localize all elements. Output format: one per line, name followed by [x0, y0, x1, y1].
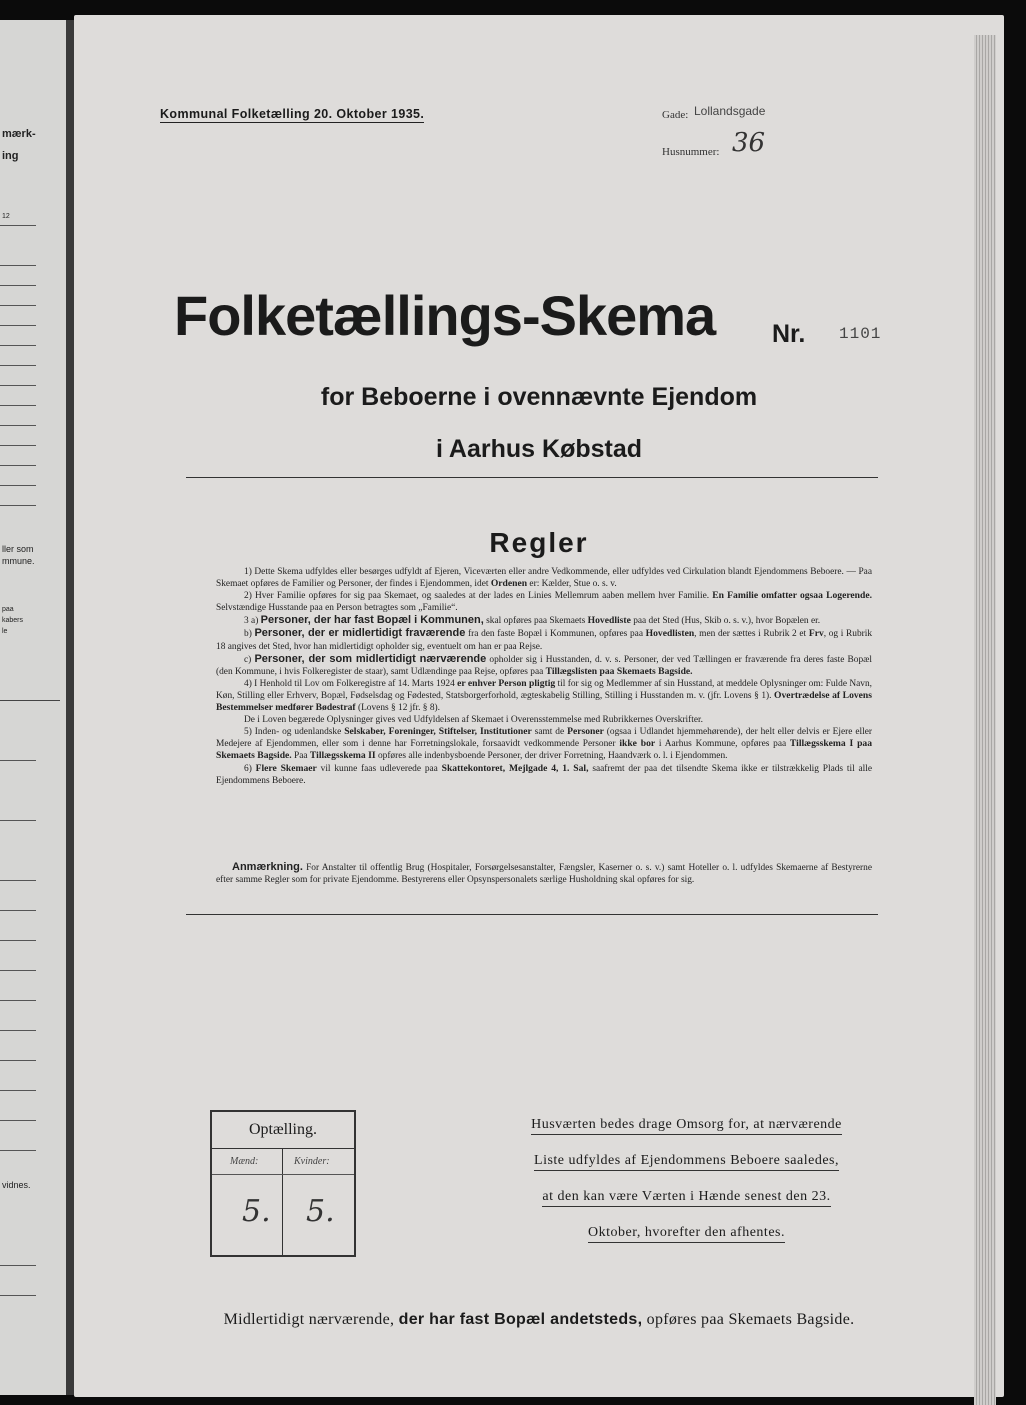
men-label: Mænd:	[230, 1156, 259, 1167]
form-number-value: 1101	[839, 325, 882, 343]
notice-line: Liste udfyldes af Ejendommens Beboere saaledes,	[534, 1153, 839, 1171]
men-count: 5.	[242, 1194, 271, 1229]
margin-fragment: 12	[2, 213, 10, 220]
margin-rule	[0, 265, 36, 266]
women-count: 5.	[306, 1194, 335, 1229]
margin-rule	[0, 1295, 36, 1296]
margin-fragment: mærk-	[2, 128, 36, 140]
rule-5: 5) Inden- og udenlandske Selskaber, Foreninger, Stiftelser, Institutioner samt de Personer (ogsaa i Udlandet hjemmehørende), der helt eller delvis er Ejere eller Medejere af Ejendommen, eller som i denne har Forretningslokale, forsaavidt vedkommende Personer ikke bor i Aarhus Kommune, opføres paa Tillægsskema I paa Skemaets Bagside. Paa Tillægsskema II opføres alle indenbysboende Personer, der driver Forretning, Haandværk o. l. i Ejendommen.	[216, 726, 873, 762]
census-form-page	[74, 15, 1004, 1397]
rule-3a: 3 a) Personer, der har fast Bopæl i Kommunen, skal opføres paa Skemaets Hovedliste paa det Sted (Hus, Skib o. s. v.), hvor Bopælen er.	[244, 614, 821, 627]
count-box	[210, 1110, 356, 1257]
book-gutter	[66, 20, 74, 1395]
previous-page-strip	[0, 20, 67, 1395]
margin-rule	[0, 365, 36, 366]
count-box-title: Optælling.	[212, 1112, 354, 1149]
margin-rule	[0, 1060, 36, 1061]
rule-1: 1) Dette Skema udfyldes eller besørges udfyldt af Ejeren, Viceværten eller andre Vedkommende, eller udfyldes ved Cirkulation blandt Ejendommens Beboere. — Paa Skemaet opføres de Familier og Personer, der findes i Ejendommen, idet Ordenen er: Kælder, Stue o. s. v.	[216, 567, 872, 590]
margin-rule	[0, 970, 36, 971]
rule-6: 6) Flere Skemaer vil kunne faas udleverede paa Skattekontoret, Mejlgade 4, 1. Sal, saafremt der paa det tilsendte Skema ikke er tilstrækkelig Plads til alle Ejendommens Beboere.	[216, 762, 873, 786]
divider-bottom	[186, 914, 878, 915]
women-label: Kvinder:	[294, 1156, 330, 1167]
house-number-value: 36	[732, 128, 766, 158]
street-value: Lollandsgade	[694, 104, 766, 118]
notice-line: at den kan være Værten i Hænde senest den 23.	[542, 1189, 830, 1207]
divider-top	[186, 477, 878, 478]
street-label: Gade:	[662, 109, 689, 121]
margin-fragment: le	[2, 628, 8, 635]
margin-rule	[0, 1120, 36, 1121]
margin-rule	[0, 505, 36, 506]
remark-label: Anmærkning.	[232, 861, 303, 873]
remark-paragraph: Anmærkning. For Anstalter til offentlig Brug (Hospitaler, Forsørgelsesanstalter, Fængsler, Kaserner o. s. v.) samt Hoteller o. l. udfyldes Skemaerne af Bestyrerne efter samme Regler som for private Ejendomme. Bestyrerens eller Opsynspersonalets særlige Husholdning skal opføres for sig.	[216, 861, 873, 886]
margin-rule	[0, 940, 36, 941]
rule-3c: c) Personer, der som midlertidigt nærværende opholder sig i Husstanden, d. v. s. Personer, der ved Tællingen er fraværende fra deres faste Bopæl (den Kommune, i hvis Folkeregister de staar), samt Udlændinge paa Rejse, opføres paa Tillægslisten paa Skemaets Bagside.	[216, 652, 873, 677]
margin-rule	[0, 225, 36, 226]
margin-rule	[0, 1265, 36, 1266]
margin-rule	[0, 445, 36, 446]
margin-rule	[0, 425, 36, 426]
rule-3b: b) Personer, der er midlertidigt fraværende fra den faste Bopæl i Kommunen, opføres paa Hovedlisten, men der sættes i Rubrik 2 et Frv, og i Rubrik 18 angives det Sted, hvor han midlertidigt opholder sig, eventuelt om han er paa Rejse.	[216, 627, 873, 652]
form-number-label: Nr.	[772, 320, 806, 348]
rules-body	[216, 566, 872, 787]
margin-fragment: paa	[2, 606, 14, 613]
form-subtitle: for Beboerne i ovennævnte Ejendom	[320, 383, 758, 411]
landlord-notice	[519, 1117, 854, 1261]
margin-rule	[0, 465, 36, 466]
rules-heading: Regler	[489, 527, 589, 558]
margin-rule	[0, 305, 36, 306]
margin-rule	[0, 405, 36, 406]
margin-rule	[0, 485, 36, 486]
census-date-line: Kommunal Folketælling 20. Oktober 1935.	[160, 107, 425, 121]
margin-rule	[0, 1090, 36, 1091]
count-box-divider	[282, 1149, 283, 1255]
margin-rule	[0, 760, 36, 761]
margin-fragment: ller som	[2, 544, 34, 554]
notice-line: Husværten bedes drage Omsorg for, at nærværende	[531, 1117, 842, 1135]
margin-rule	[0, 1000, 36, 1001]
margin-rule	[0, 385, 36, 386]
margin-rule	[0, 820, 36, 821]
form-title: Folketællings-Skema	[174, 284, 716, 347]
margin-rule	[0, 1030, 36, 1031]
form-subtitle-city: i Aarhus Købstad	[435, 435, 643, 463]
margin-rule	[0, 1150, 36, 1151]
rule-2: 2) Hver Familie opføres for sig paa Skemaet, og saaledes at der lades en Linies Mellemrum aaben mellem hver Familie. En Familie omfatter ogsaa Logerende. Selvstændige Husstande paa en Person betragtes som „Familie“.	[216, 590, 872, 614]
margin-rule	[0, 345, 36, 346]
rule-4: 4) I Henhold til Lov om Folkeregistre af 14. Marts 1924 er enhver Person pligtig til for sig og Medlemmer af sin Husstand, at meddele Oplysninger om: Fulde Navn, Køn, Stilling eller Erhverv, Bopæl, Fødselsdag og Fødested, Statsborgerforhold, ægteskabelig Stilling, Stilling i Husstanden m. v. (jfr. Lovens § 1). Overtrædelse af Lovens Bestemmelser medfører Bødestraf (Lovens § 12 jfr. § 8).	[216, 677, 872, 714]
footer-instruction: Midlertidigt nærværende, der har fast Bopæl andetsteds, opføres paa Skemaets Bagside.	[223, 1311, 855, 1328]
house-number-label: Husnummer:	[662, 146, 720, 158]
margin-rule	[0, 910, 36, 911]
margin-fragment: ing	[2, 150, 19, 162]
rule-4-cont: De i Loven begærede Oplysninger gives ved Udfyldelsen af Skemaet i Overensstemmelse med Rubrikkernes Overskrifter.	[244, 715, 703, 726]
margin-rule	[0, 325, 36, 326]
margin-fragment: mmune.	[2, 556, 35, 566]
count-box-rule	[212, 1174, 354, 1175]
notice-line: Oktober, hvorefter den afhentes.	[588, 1225, 785, 1243]
margin-fragment: vidnes.	[2, 1180, 31, 1190]
margin-rule	[0, 880, 36, 881]
margin-fragment: kabers	[2, 617, 24, 624]
margin-handwriting	[0, 700, 60, 701]
page-edge-stack	[974, 35, 996, 1405]
margin-rule	[0, 285, 36, 286]
